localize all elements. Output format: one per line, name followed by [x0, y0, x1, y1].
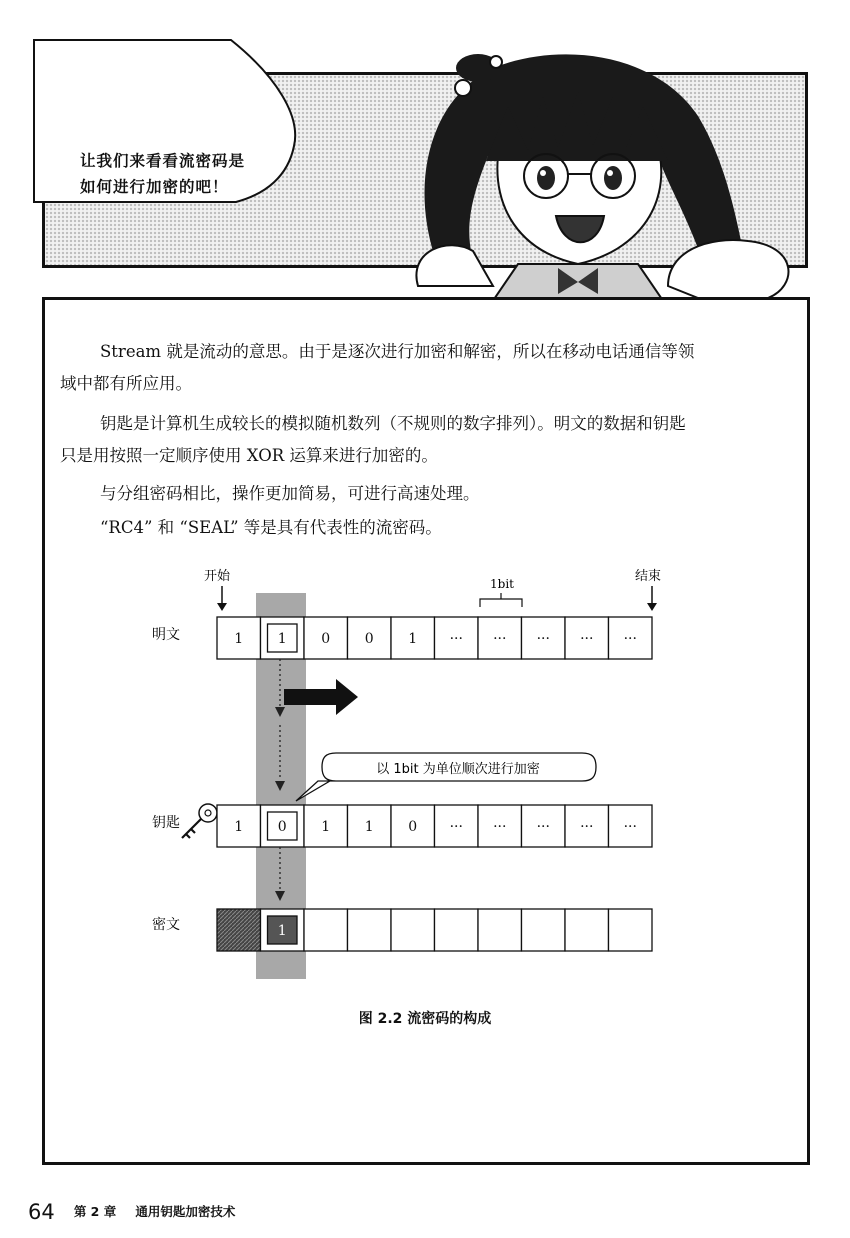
- key-row-value: 0: [408, 819, 418, 835]
- page-number: 64: [28, 1200, 55, 1224]
- stream-cipher-diagram: [140, 555, 700, 995]
- plaintext-row-value: ···: [449, 631, 463, 647]
- plaintext-row-value: ···: [493, 631, 507, 647]
- chapter-title: 通用钥匙加密技术: [135, 1204, 236, 1219]
- paragraph-stream-line-1: Stream 就是流动的意思。由于是逐次进行加密和解密，所以在移动电话通信等领: [100, 342, 695, 361]
- bit-label: 1bit: [490, 577, 514, 591]
- ciphertext-row-value: 1: [277, 923, 287, 939]
- key-row-value: 1: [234, 819, 244, 835]
- plaintext-row-value: 1: [277, 631, 287, 647]
- key-row-value: 0: [277, 819, 287, 835]
- ciphertext-row-cell: [435, 909, 479, 951]
- key-row-value: ···: [449, 819, 463, 835]
- speech-line-1: 让我们来看看流密码是: [80, 152, 246, 170]
- ciphertext-row: [217, 909, 652, 951]
- key-row-value: ···: [536, 819, 550, 835]
- row-label-key: 钥匙: [152, 815, 180, 831]
- paragraph-stream: [60, 336, 790, 400]
- plaintext-row-value: 1: [234, 631, 244, 647]
- start-label: 开始: [204, 569, 231, 584]
- plaintext-row: [217, 617, 652, 659]
- key-row-value: ···: [580, 819, 594, 835]
- paragraph-compare: 与分组密码相比，操作更加简易，可进行高速处理。: [100, 484, 480, 503]
- plaintext-row-value: 0: [364, 631, 374, 647]
- key-row-value: ···: [493, 819, 507, 835]
- row-label-plaintext: 明文: [152, 627, 180, 643]
- paragraph-key: [60, 408, 790, 472]
- paragraph-stream-line-2: 域中都有所应用。: [60, 374, 192, 393]
- speech-line-2: 如何进行加密的吧！: [80, 178, 229, 196]
- ciphertext-row-cell: [348, 909, 392, 951]
- key-row-value: ···: [623, 819, 637, 835]
- plaintext-row-value: ···: [623, 631, 637, 647]
- key-row-value: 1: [321, 819, 331, 835]
- ciphertext-row-cell: [522, 909, 566, 951]
- plaintext-row-value: ···: [536, 631, 550, 647]
- ciphertext-row-cell: [217, 909, 261, 951]
- ciphertext-row-cell: [304, 909, 348, 951]
- speech-text: [80, 148, 310, 200]
- key-icon: [182, 804, 217, 838]
- plaintext-row-value: ···: [580, 631, 594, 647]
- girl-illustration: [368, 36, 828, 308]
- paragraph-key-line-2: 只是用按照一定顺序使用 XOR 运算来进行加密的。: [60, 446, 438, 465]
- ciphertext-row-cell: [565, 909, 609, 951]
- page-footer: [28, 1200, 235, 1224]
- plaintext-row-value: 0: [321, 631, 331, 647]
- key-row-value: 1: [364, 819, 374, 835]
- ciphertext-row-cell: [609, 909, 653, 951]
- chapter-number: 第 2 章: [73, 1204, 117, 1219]
- end-label: 结束: [635, 569, 662, 584]
- callout: [296, 753, 596, 801]
- plaintext-row-value: 1: [408, 631, 418, 647]
- row-label-ciphertext: 密文: [152, 917, 180, 933]
- paragraph-key-line-1: 钥匙是计算机生成较长的模拟随机数列（不规则的数字排列）。明文的数据和钥匙: [100, 414, 686, 433]
- paragraph-examples: “RC4” 和 “SEAL” 等是具有代表性的流密码。: [100, 518, 442, 537]
- key-row: [217, 805, 652, 847]
- figure-caption: 图 2.2 流密码的构成: [358, 1011, 492, 1027]
- callout-text: 以 1bit 为单位顺次进行加密: [376, 762, 540, 777]
- ciphertext-row-cell: [391, 909, 435, 951]
- ciphertext-row-cell: [478, 909, 522, 951]
